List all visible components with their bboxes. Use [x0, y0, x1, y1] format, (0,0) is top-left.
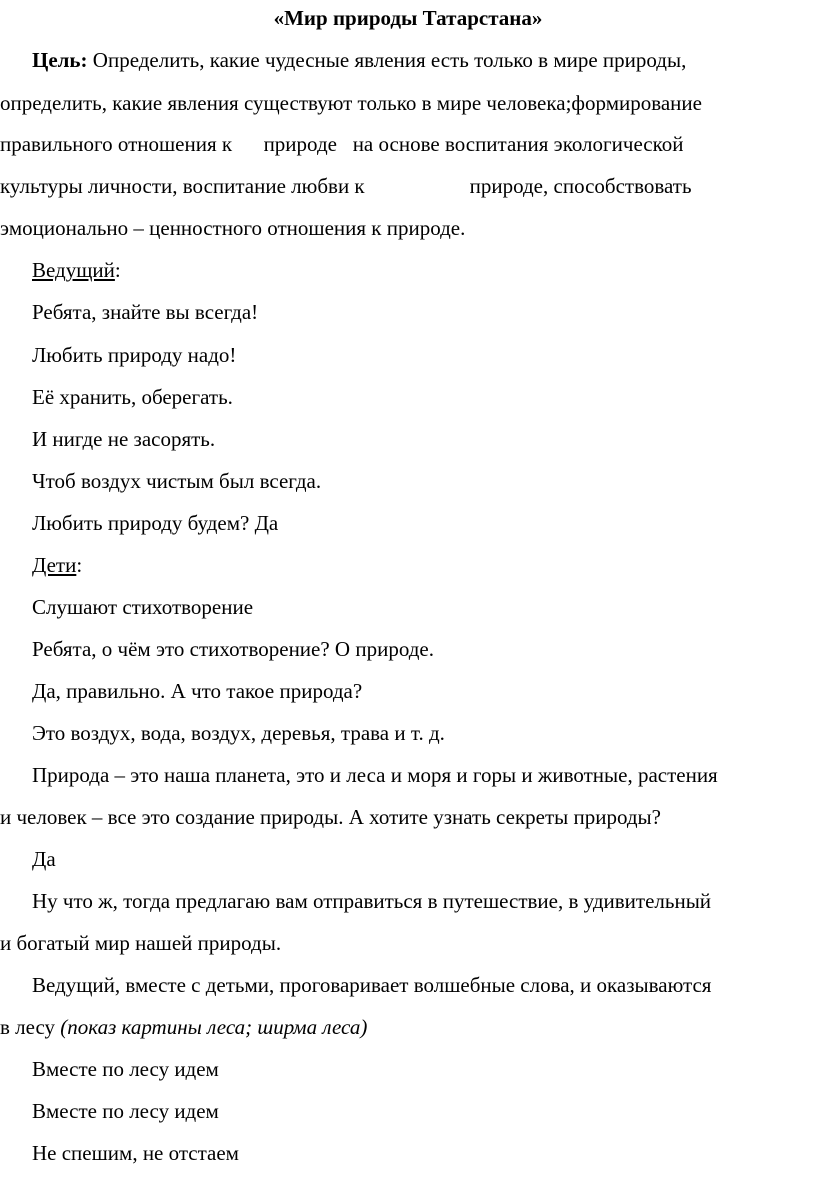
goal-line-3: правильного отношения к природе на основе воспитания экологической	[0, 132, 684, 156]
forest-poem-line: Вместе по лесу идем	[32, 1099, 219, 1123]
poem-line: Ребята, знайте вы всегда!	[32, 300, 259, 324]
goal-text-1: Определить, какие чудесные явления есть только в мире природы,	[92, 48, 687, 72]
goal-line-1	[0, 46, 816, 74]
journey-para-line-1: Ну что ж, тогда предлагаю вам отправиться в путешествие, в удивительный	[32, 889, 712, 913]
children-label: Дети	[32, 553, 77, 577]
journey-para-line-2: и богатый мир нашей природы.	[0, 931, 282, 955]
forest-poem-line: Не спешим, не отстаем	[32, 1141, 239, 1165]
host-speaker	[0, 256, 816, 284]
dialog-line: Да, правильно. А что такое природа?	[32, 679, 363, 703]
page-title: «Мир природы Татарстана»	[273, 6, 543, 30]
poem-line: Её хранить, оберегать.	[32, 385, 233, 409]
forest-poem-line: Вместе по лесу идем	[32, 1057, 219, 1081]
nature-para-line-2: и человек – все это создание природы. А хотите узнать секреты природы?	[0, 805, 661, 829]
magic-para-line-2	[0, 1013, 816, 1041]
magic-para-line-1: Ведущий, вместе с детьми, проговаривает волшебные слова, и оказываются	[32, 973, 712, 997]
goal-label: Цель:	[32, 48, 88, 72]
children-speaker	[0, 551, 816, 579]
goal-line-2: определить, какие явления существуют только в мире человека;формирование	[0, 91, 702, 115]
children-colon: :	[76, 553, 83, 577]
dialog-line: Ребята, о чём это стихотворение? О природе.	[32, 637, 434, 661]
stage-direction: (показ картины леса; ширма леса)	[60, 1015, 368, 1039]
poem-line: Любить природу надо!	[32, 343, 237, 367]
answer-yes: Да	[32, 847, 56, 871]
goal-line-4: культуры личности, воспитание любви к природе, способствовать	[0, 174, 692, 198]
host-colon: :	[114, 258, 121, 282]
host-label: Ведущий	[32, 258, 115, 282]
dialog-line: Это воздух, вода, воздух, деревья, трава и т. д.	[32, 721, 445, 745]
nature-para-line-1: Природа – это наша планета, это и леса и моря и горы и животные, растения	[32, 763, 718, 787]
magic-para-plain: в лесу	[0, 1015, 61, 1039]
dialog-line: Слушают стихотворение	[32, 595, 254, 619]
goal-line-5: эмоционально – ценностного отношения к природе.	[0, 216, 466, 240]
poem-line: Чтоб воздух чистым был всегда.	[32, 469, 322, 493]
poem-line: Любить природу будем? Да	[32, 511, 279, 535]
poem-line: И нигде не засорять.	[32, 427, 216, 451]
